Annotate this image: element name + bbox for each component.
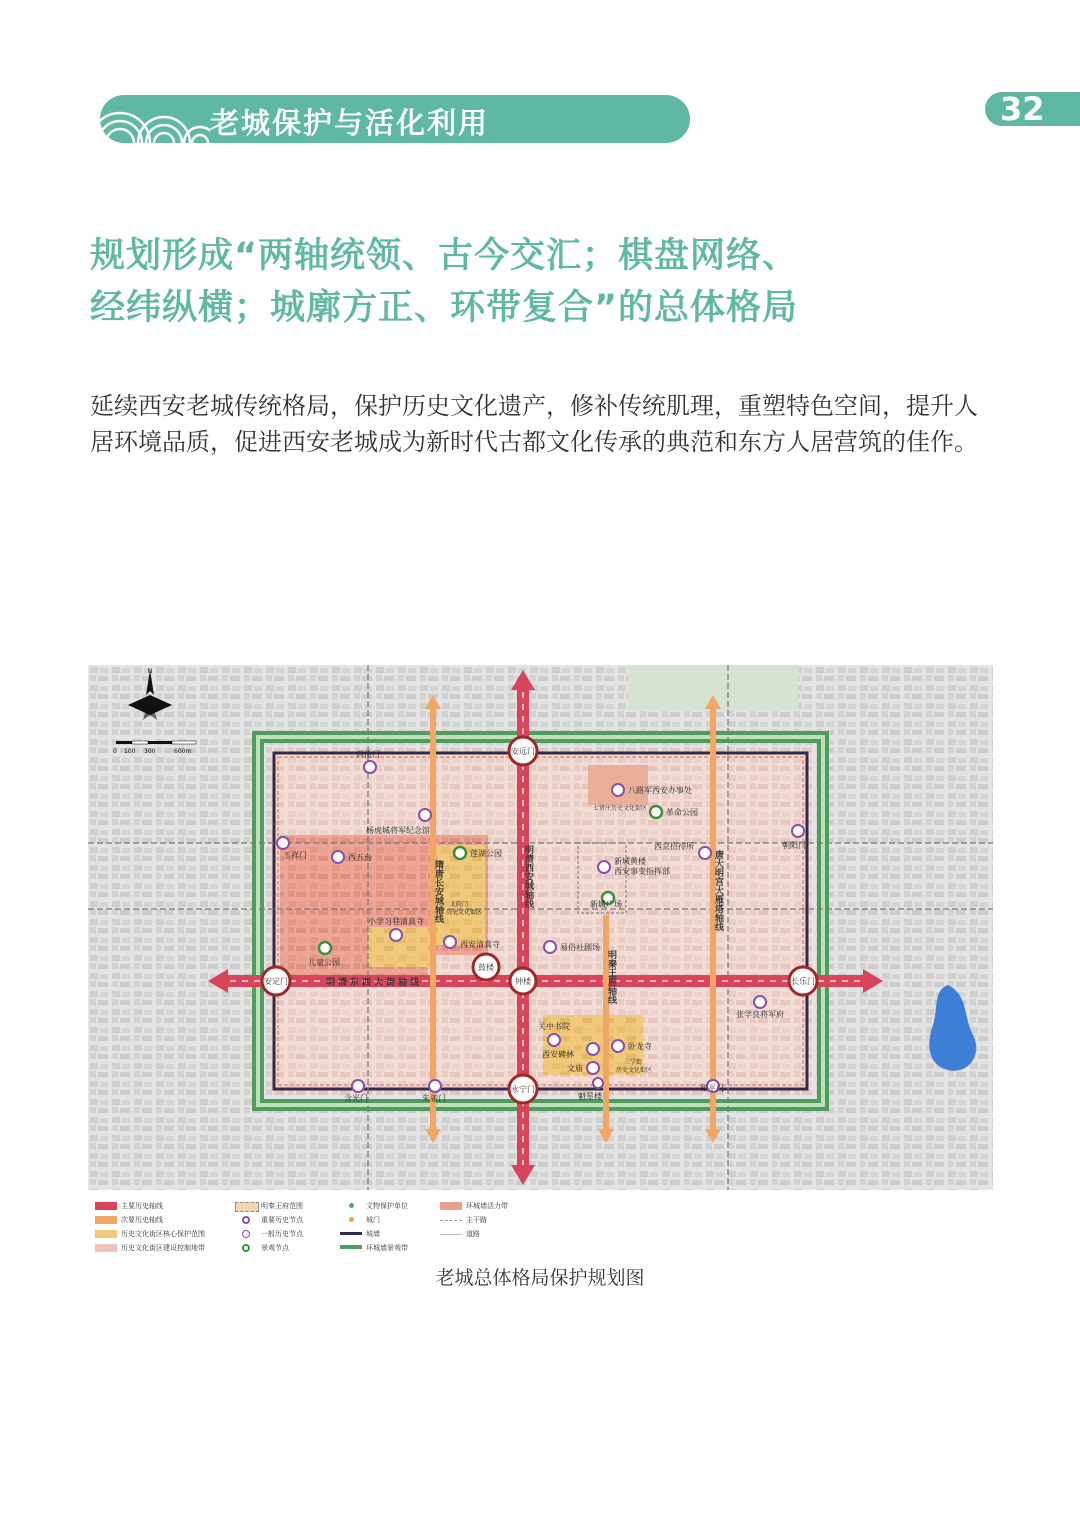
label-sanxuejie: 三学街 [624, 1059, 643, 1066]
label-ertong: 儿童公园 [308, 958, 340, 967]
headline-line-2: 经纬纵横；城廓方正、环带复合”的总体格局 [90, 288, 799, 328]
label-balujun: 八路军西安办事处 [628, 786, 692, 795]
page-number: 32 [1000, 90, 1045, 128]
label-geming: 革命公园 [666, 808, 698, 817]
drum-tower [473, 954, 499, 980]
label-xiwutai: 西五台 [348, 853, 372, 862]
intro-paragraph: 延续西安老城传统格局，保护历史文化遗产，修补传统肌理，重塑特色空间，提升人居环境品质，促进西安老城成为新时代古都文化传承的典范和东方人居营筑的佳作。 [90, 392, 978, 456]
map-caption: 老城总体格局保护规划图 [435, 1267, 645, 1289]
svg-text:N: N [147, 668, 153, 675]
map-legend: 主要历史轴线 次要历史轴线 历史文化街区核心保护范围 历史文化街区建设控制地带 明秦王府范围 重要历史节点 一般历史节点 景观节点 文物保护单位 城门 城墙 环城墙景观带 环城墙活力带 主干路 道路 [95, 1200, 735, 1260]
label-qixianzhuang: 七贤庄历史文化街区 [593, 805, 648, 812]
label-hepingmen: 和平门 [700, 1084, 724, 1093]
label-sanxuejie-district: 历史文化街区 [616, 1067, 653, 1074]
headline-line-1: 规划形成“两轴统领、古今交汇；棋盘网络、 [90, 236, 799, 276]
axis-label-mingqin: 明秦王府轴线 [606, 950, 616, 1004]
label-shangjianmen: 尚俭门 [356, 750, 380, 759]
svg-text:长乐门: 长乐门 [791, 977, 815, 986]
label-yanghucheng: 杨虎城将军纪念馆 [366, 826, 430, 835]
gate-yongning [509, 1075, 537, 1103]
label-lianhu: 莲湖公园 [470, 849, 502, 858]
gate-anding [262, 967, 290, 995]
label-xian-shibian: 西安事变指挥部 [614, 867, 670, 876]
label-wolongsi: 卧龙寺 [628, 1042, 652, 1051]
svg-text:100: 100 [124, 748, 136, 755]
label-xijing: 西京招待所 [654, 842, 694, 851]
label-xiaoxuexi: 小学习巷清真寺 [368, 917, 424, 926]
label-wenmiao: 文庙 [567, 1064, 583, 1073]
label-hanguangmen: 含光门 [344, 1094, 368, 1103]
planning-map [88, 665, 993, 1190]
label-yisushe: 易俗社剧场 [560, 943, 600, 952]
label-beilin: 西安碑林 [542, 1050, 574, 1059]
bell-tower [510, 968, 536, 994]
label-beiyuanmen-district: 历史文化街区 [446, 909, 483, 916]
svg-text:鼓楼: 鼓楼 [478, 963, 494, 972]
label-zhuquemen: 朱雀门 [422, 1094, 446, 1103]
label-xincheng-guangchang: 新城广场 [590, 900, 622, 909]
svg-text:永宁门: 永宁门 [511, 1085, 535, 1094]
wave-ornament-icon [100, 95, 210, 143]
page-headline [90, 230, 798, 334]
axis-label-tang-daming: 唐大明宫大雁塔轴线 [713, 850, 723, 931]
label-xincheng-huanglou: 新城黄楼 [614, 857, 646, 866]
gate-changle [789, 967, 817, 995]
label-kuixinglou: 魁星楼 [578, 1092, 602, 1101]
label-chaoyangmen: 朝阳门 [782, 841, 806, 850]
label-xian-qingzhensi: 西安清真寺 [460, 940, 500, 949]
label-zhangxueliang: 张学良将军府 [736, 1010, 784, 1019]
svg-text:300: 300 [144, 748, 156, 755]
scale-bar [113, 741, 196, 755]
svg-text:安远门: 安远门 [511, 747, 535, 756]
axis-label-mingqing-dongxi: 明清东西大街轴线 [326, 978, 423, 988]
gate-anyuan [509, 737, 537, 765]
svg-text:安定门: 安定门 [264, 977, 288, 986]
label-yuxiangmen: 玉祥门 [283, 851, 307, 860]
svg-text:钟楼: 钟楼 [515, 977, 531, 986]
svg-text:600m: 600m [174, 748, 192, 755]
section-banner [100, 95, 690, 143]
axis-label-suitang: 隋唐长安城轴线 [433, 860, 443, 923]
section-title: 老城保护与活化利用 [210, 106, 490, 140]
label-beiyuanmen: 北院门 [450, 901, 469, 908]
axis-label-mingqing-xian: 明清西安城轴线 [523, 845, 533, 908]
label-guanzhong: 关中书院 [538, 1022, 570, 1031]
svg-text:0: 0 [113, 748, 117, 755]
